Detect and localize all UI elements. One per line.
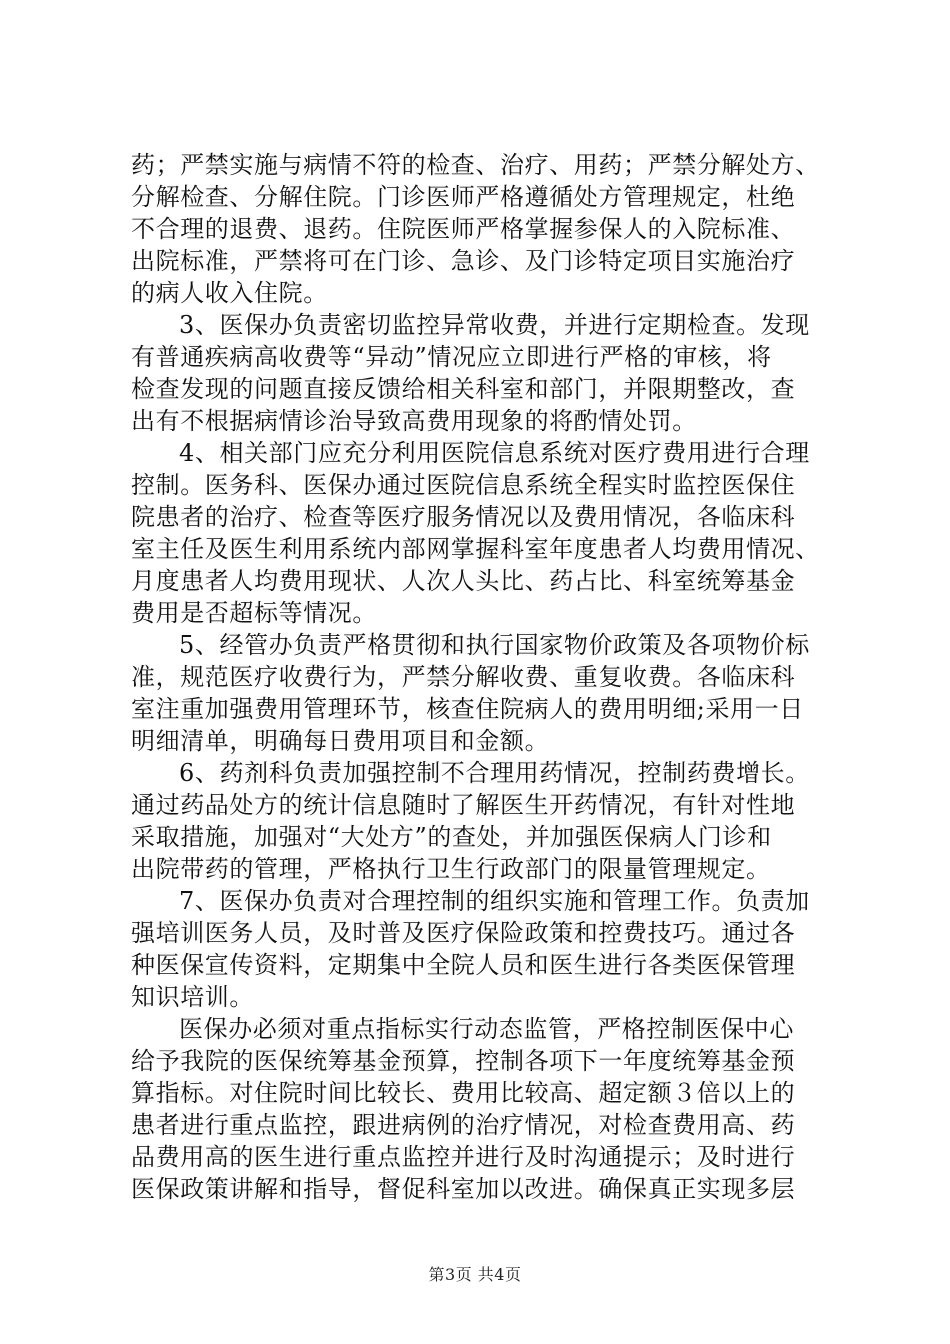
text-line: 医保政策讲解和指导，督促科室加以改进。确保真正实现多层 xyxy=(131,1175,796,1203)
paragraph-7-start: 7、医保办负责对合理控制的组织实施和管理工作。负责加 xyxy=(179,887,810,915)
text-line: 费用是否超标等情况。 xyxy=(131,599,377,627)
text-line: 品费用高的医生进行重点监控并进行及时沟通提示；及时进行 xyxy=(131,1143,796,1171)
text-line: 控制。医务科、医保办通过医院信息系统全程实时监控医保住 xyxy=(131,471,796,499)
text-line: 出院标准，严禁将可在门诊、急诊、及门诊特定项目实施治疗 xyxy=(131,247,796,275)
body-text xyxy=(131,149,831,1205)
text-line: 算指标。对住院时间比较长、费用比较高、超定额３倍以上的 xyxy=(131,1079,796,1107)
text-line: 强培训医务人员，及时普及医疗保险政策和控费技巧。通过各 xyxy=(131,919,796,947)
text-line: 有普通疾病高收费等“异动”情况应立即进行严格的审核，将 xyxy=(131,343,772,371)
text-line: 月度患者人均费用现状、人次人头比、药占比、科室统筹基金 xyxy=(131,567,796,595)
paragraph-8-start: 医保办必须对重点指标实行动态监管，严格控制医保中心 xyxy=(179,1015,794,1043)
text-line: 患者进行重点监控，跟进病例的治疗情况，对检查费用高、药 xyxy=(131,1111,796,1139)
text-line: 分解检查、分解住院。门诊医师严格遵循处方管理规定，杜绝 xyxy=(131,183,796,211)
paragraph-3-start: 3、医保办负责密切监控异常收费，并进行定期检查。发现 xyxy=(179,311,810,339)
paragraph-6-start: 6、药剂科负责加强控制不合理用药情况，控制药费增长。 xyxy=(179,759,810,787)
text-line: 给予我院的医保统筹基金预算，控制各项下一年度统筹基金预 xyxy=(131,1047,796,1075)
page-number-footer: 第3页 共4页 xyxy=(428,1265,522,1284)
text-line: 检查发现的问题直接反馈给相关科室和部门，并限期整改，查 xyxy=(131,375,796,403)
text-line: 室注重加强费用管理环节，核查住院病人的费用明细;采用一日 xyxy=(131,695,804,723)
text-line: 出院带药的管理，严格执行卫生行政部门的限量管理规定。 xyxy=(131,855,771,883)
text-line: 准，规范医疗收费行为，严禁分解收费、重复收费。各临床科 xyxy=(131,663,796,691)
text-line: 室主任及医生利用系统内部网掌握科室年度患者人均费用情况、 xyxy=(131,535,820,563)
text-line: 出有不根据病情诊治导致高费用现象的将酌情处罚。 xyxy=(131,407,697,435)
paragraph-4-start: 4、相关部门应充分利用医院信息系统对医疗费用进行合理 xyxy=(179,439,810,467)
text-line: 不合理的退费、退药。住院医师严格掌握参保人的入院标准、 xyxy=(131,215,796,243)
text-line: 采取措施，加强对“大处方”的查处，并加强医保病人门诊和 xyxy=(131,823,772,851)
text-line: 明细清单，明确每日费用项目和金额。 xyxy=(131,727,550,755)
text-line: 院患者的治疗、检查等医疗服务情况以及费用情况，各临床科 xyxy=(131,503,796,531)
text-line: 通过药品处方的统计信息随时了解医生开药情况，有针对性地 xyxy=(131,791,796,819)
text-line: 种医保宣传资料，定期集中全院人员和医生进行各类医保管理 xyxy=(131,951,796,979)
text-line: 的病人收入住院。 xyxy=(131,279,328,307)
text-line: 药；严禁实施与病情不符的检查、治疗、用药；严禁分解处方、 xyxy=(131,151,820,179)
text-line: 知识培训。 xyxy=(131,983,254,1011)
paragraph-5-start: 5、经管办负责严格贯彻和执行国家物价政策及各项物价标 xyxy=(179,631,810,659)
